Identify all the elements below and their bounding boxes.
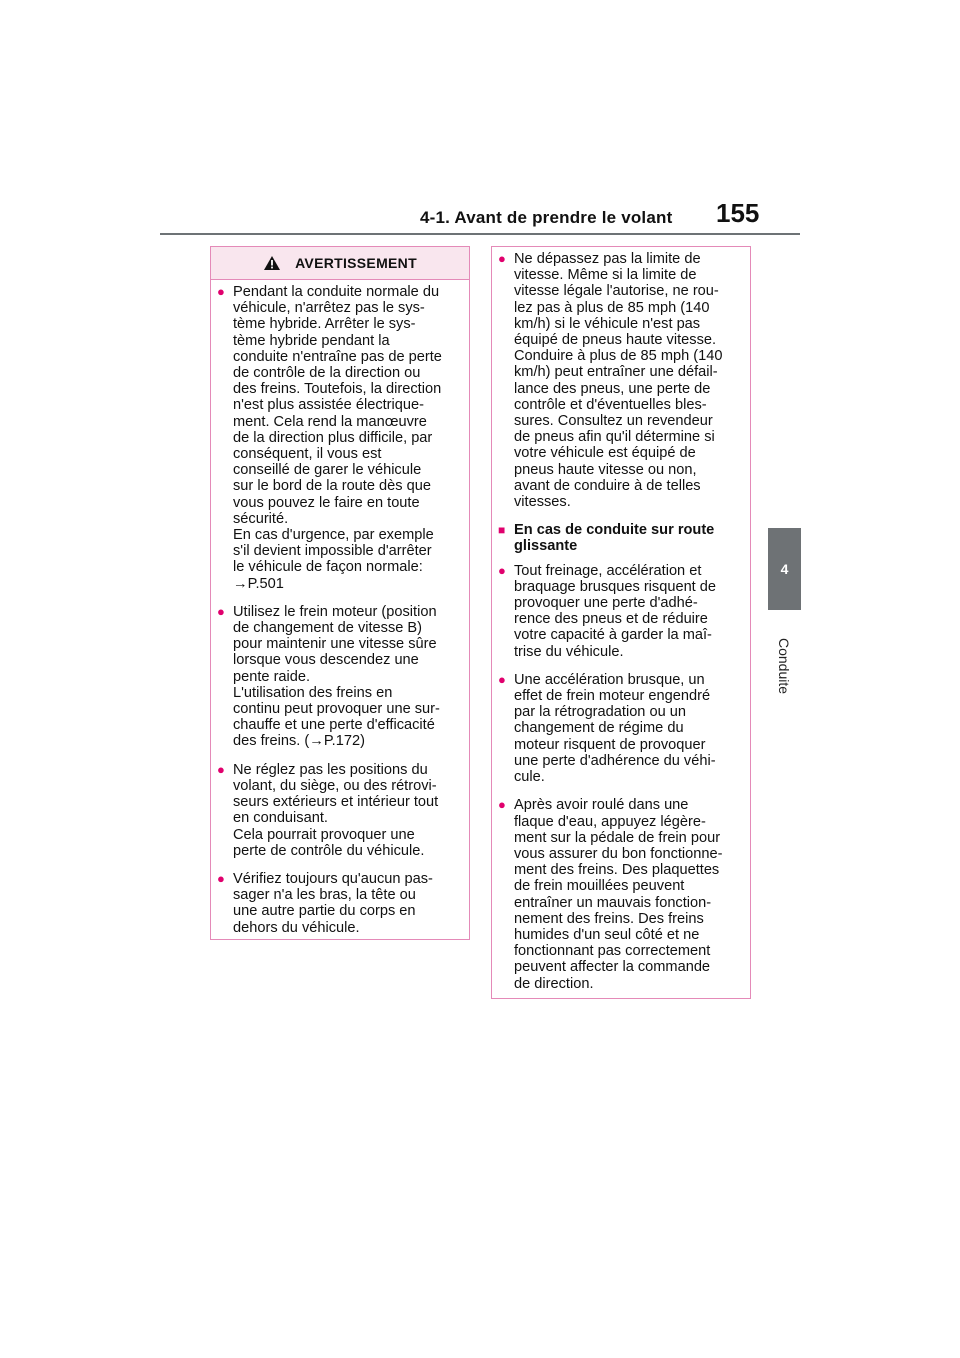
chapter-label-text: Conduite [776,637,793,695]
chapter-number: 4 [780,561,789,577]
list-item [217,762,463,859]
circle-bullet-icon: ● [498,562,506,578]
subsection-heading-text: En cas de conduite sur route glissante [514,522,715,555]
warning-header [211,247,469,280]
list-item-text: Ne réglez pas les positions du volant, du siège, ou des rétrovi- seurs extérieurs et intérieur tout en conduisant. Cela pourrait provoquer une perte de contrôle du véhicule. [233,761,439,859]
list-item-text: Utilisez le frein moteur (position de changement de vitesse B) pour maintenir une vitesse sûre lorsque vous descendez une pente raide. L'utilisation des freins en continu peut provoquer une sur- chauffe et une perte d'efficacité des freins. (→P.172) [233,603,440,750]
list-item [217,871,463,936]
list-item-text: Vérifiez toujours qu'aucun pas- sager n'a les bras, la tête ou une autre partie du corps en dehors du véhicule. [233,870,433,936]
circle-bullet-icon: ● [217,284,225,299]
list-item-text: Une accélération brusque, un effet de frein moteur engendré par la rétrogradation ou un changement de régime du moteur risquent de provoquer une perte d'adhérence du véhi- cule. [514,671,716,786]
list-item [498,797,744,991]
circle-bullet-icon: ● [498,671,506,687]
chapter-label [766,626,802,706]
list-item-text: Pendant la conduite normale du véhicule, n'arrêtez pas le sys- tème hybride. Arrêter le sys- tème hybride pendant la conduite n'entraîne pas de perte de contrôle de la direction ou des freins. Toutefois, la direction n'est plus assistée électrique- ment. Cela rend la manœuvre de la direction plus difficile, par conséquent, il vous est conseillé de garer le véhicule sur le bord de la route dès que vous pouvez le faire en toute sécurité. En cas d'urgence, par exemple s'il devient impossible d'arrêter le véhicule de façon normale: →P.501 [233,284,442,592]
list-item [498,672,744,785]
circle-bullet-icon: ● [217,870,225,886]
list-item-text: Tout freinage, accélération et braquage brusques risquent de provoquer une perte d'adhé- rence des pneus et de réduire votre capacité à garder la maî- trise du véhicule. [514,562,717,660]
circle-bullet-icon: ● [498,797,506,813]
list-item [217,284,463,592]
subsection-heading [498,522,744,554]
section-title: 4-1. Avant de prendre le volant [420,208,673,227]
list-item [217,604,463,750]
warning-triangle-icon [263,255,281,271]
circle-bullet-icon: ● [498,251,506,266]
list-item-text: Ne dépassez pas la limite de vitesse. Même si la limite de vitesse légale l'autorise, ne rou- lez pas à plus de 85 mph (140 km/h) si le véhicule n'est pas équipé de pneus haute vitesse. Conduire à plus de 85 mph (140 km/h) peut entraîner une défail- lance des pneus, une perte de contrôle et d'éventuelles bles- sures. Consultez un revendeur de pneus afin qu'il détermine si votre véhicule est équipé de pneus haute vitesse ou non, avant de conduire à de telles vitesses. [514,251,723,511]
warning-box-continued [491,246,751,999]
warning-content-continued [492,247,750,992]
square-bullet-icon: ■ [498,523,506,538]
list-item [498,563,744,660]
header-divider [160,233,800,235]
list-item-text: Après avoir roulé dans une flaque d'eau, appuyez légère- ment sur la pédale de frein pour vous assurer du bon fonctionne- ment des freins. Des plaquettes de frein mouillées peuvent entraîner un mauvais fonction- nement des freins. Des freins humides d'un seul côté et ne fonctionnant pas correctement peuvent affecter la commande de direction. [514,797,723,992]
list-item [498,251,744,510]
warning-content [211,280,469,936]
chapter-tab[interactable] [768,528,801,610]
circle-bullet-icon: ● [217,761,225,777]
warning-box [210,246,470,940]
circle-bullet-icon: ● [217,603,225,619]
warning-title: AVERTISSEMENT [295,255,417,271]
page-number: 155 [716,198,760,228]
